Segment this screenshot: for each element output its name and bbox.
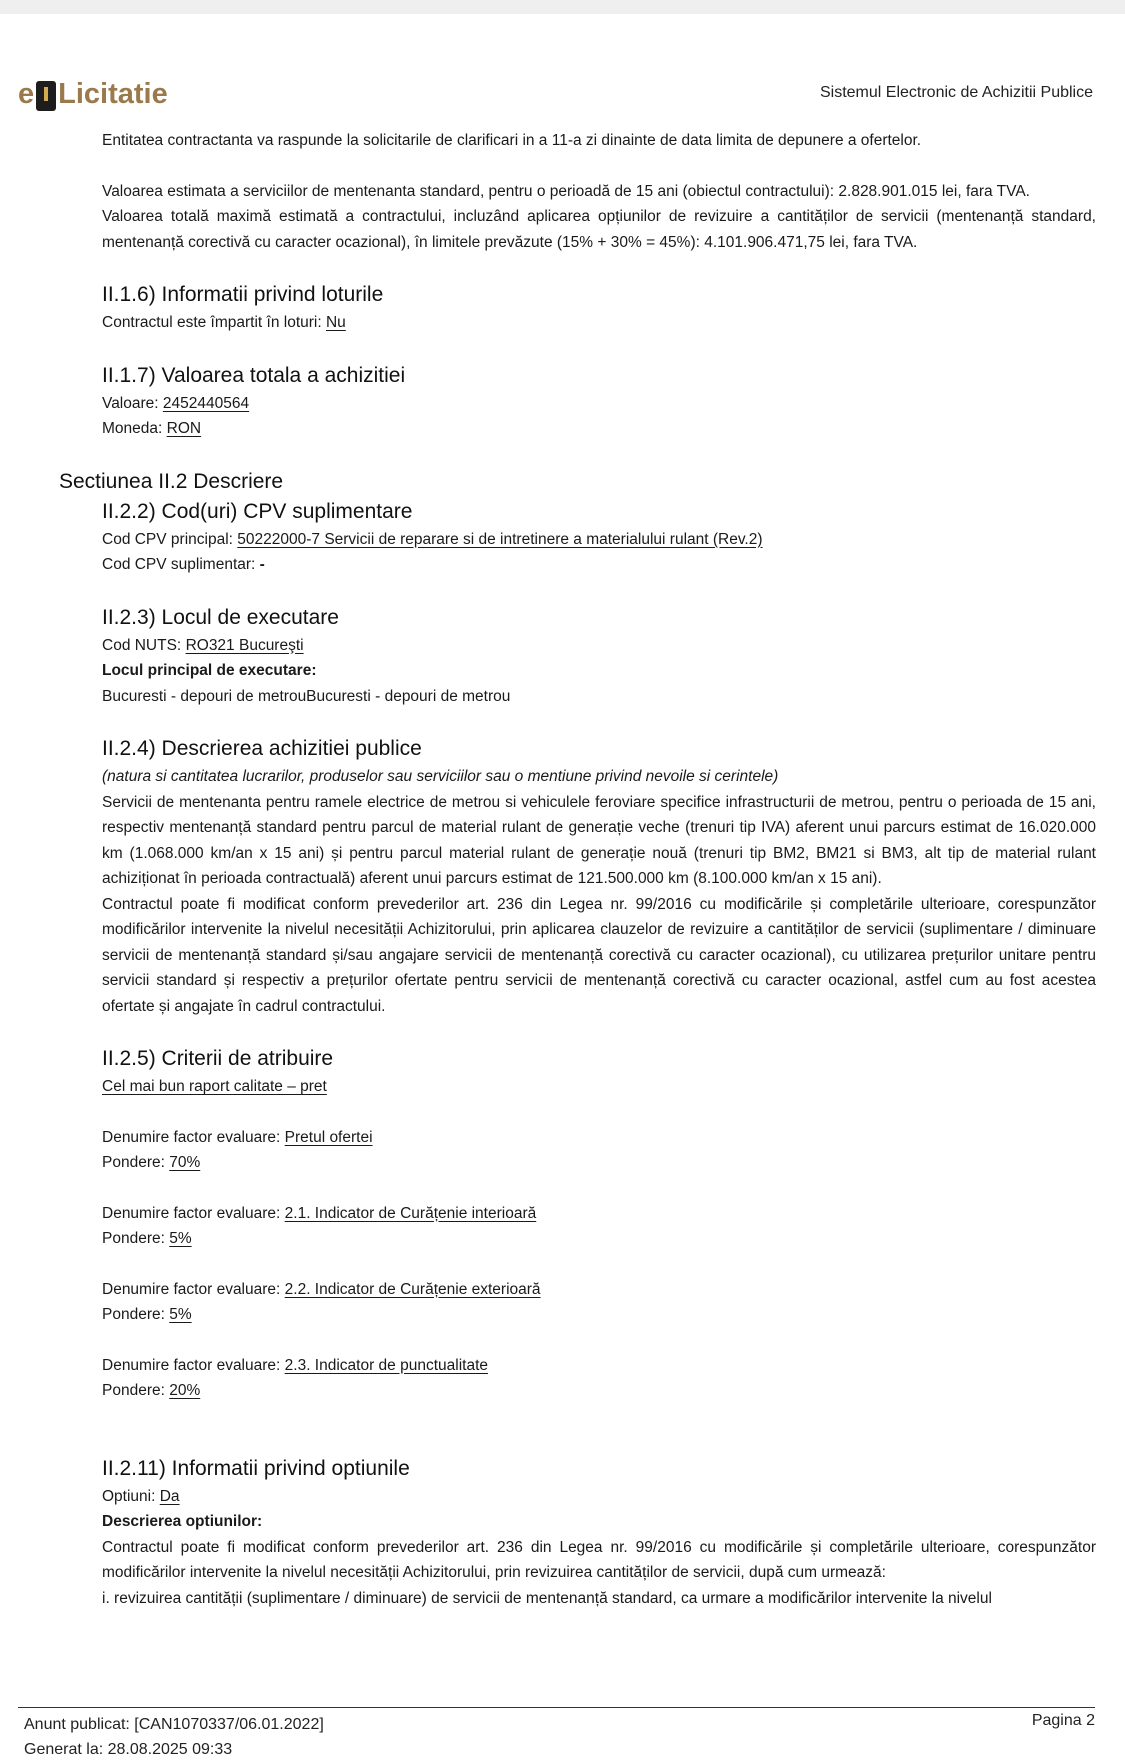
factor-block-4 <box>102 1353 1096 1404</box>
heading-loturi: II.1.6) Informatii privind loturile <box>102 283 384 306</box>
moneda-label: Moneda: <box>102 420 167 437</box>
heading-valoare: II.1.7) Valoarea totala a achizitiei <box>102 363 406 387</box>
heading-descriere: II.2.4) Descrierea achizitiei publice <box>102 737 422 760</box>
pondere-value: 5% <box>169 1306 192 1323</box>
factor-label: Denumire factor evaluare: <box>102 1280 285 1298</box>
nuts-label: Cod NUTS: <box>102 636 186 654</box>
pondere-label: Pondere: <box>102 1382 170 1399</box>
factor-block-1 <box>102 1125 1096 1176</box>
optiuni-paragraph-1: Contractul poate fi modificat conform prevederilor art. 236 din Legea nr. 99/2016 cu modificările și completările ulterioare, corespunzător modificărilor intervenite la nivelul necesității Achizitorului, prin revizuirea cantităților de servicii, după cum urmează: <box>102 1538 1096 1581</box>
nuts-row <box>102 633 1096 659</box>
factor-block-2 <box>102 1201 1096 1252</box>
pondere-value: 20% <box>169 1382 201 1399</box>
optiuni-desc-label: Descrierea optiunilor: <box>102 1513 263 1530</box>
descriere-paragraph-2: Contractul poate fi modificat conform prevederilor art. 236 din Legea nr. 99/2016 cu modificările și completările ulterioare, corespunzător modificărilor intervenite la nivelul necesității Achizitorului, prin aplicarea clauzelor de revizuire a cantităților de servicii (suplimentare / diminuare servicii de mentenanță standard și/sau angajare servicii de mentenanță corectivă cu caracter ocazional), cu utilizarea prețurilor unitare pentru servicii standard și respectiv a prețurilor ofertate pentru servicii de mentenanță corectivă cu caracter ocazional, astfel cum au fost acestea ofertate și angajate în cadrul contractului. <box>102 895 1096 1015</box>
cpv-principal-label: Cod CPV principal: <box>102 530 238 548</box>
heading-criterii: II.2.5) Criterii de atribuire <box>102 1047 334 1070</box>
pondere-row <box>102 1150 1096 1176</box>
cpv-suplimentar-label: Cod CPV suplimentar: <box>102 556 260 573</box>
pondere-label: Pondere: <box>102 1154 170 1171</box>
footer-left <box>24 1712 324 1762</box>
page-footer <box>18 1707 1095 1758</box>
factor-row <box>102 1125 1096 1151</box>
nuts-value: RO321 Bucureşti <box>185 636 304 654</box>
intro-paragraph-1: Entitatea contractanta va raspunde la solicitarile de clarificari in a 11-a zi dinainte de data limita de depunere a ofertelor. <box>102 132 922 149</box>
criterii-main-row <box>102 1074 1096 1100</box>
factor-name: 2.3. Indicator de punctualitate <box>284 1356 489 1374</box>
page-number: Pagina 2 <box>1031 1712 1095 1729</box>
heading-optiuni: II.2.11) Informatii privind optiunile <box>102 1456 410 1480</box>
loturi-row <box>102 310 1096 336</box>
locul-principal-label: Locul principal de executare: <box>102 662 317 679</box>
anunt-publicat: Anunt publicat: [CAN1070337/06.01.2022] <box>24 1716 324 1733</box>
factor-name: 2.1. Indicator de Curățenie interioară <box>284 1204 537 1222</box>
pondere-label: Pondere: <box>102 1230 170 1247</box>
logo-e: e <box>18 78 35 110</box>
optiuni-row <box>102 1484 1096 1510</box>
generat-la: Generat la: 28.08.2025 09:33 <box>24 1741 233 1758</box>
factor-label: Denumire factor evaluare: <box>102 1128 285 1146</box>
factor-name: 2.2. Indicator de Curățenie exterioară <box>284 1280 541 1298</box>
intro-paragraph-2: Valoarea estimata a serviciilor de mentenanta standard, pentru o perioadă de 15 ani (obiectul contractului): 2.828.901.015 lei, fara TVA. <box>102 182 1030 200</box>
factor-row <box>102 1353 1096 1379</box>
system-title: Sistemul Electronic de Achizitii Publice <box>819 84 1093 101</box>
pondere-row <box>102 1302 1096 1328</box>
heading-cpv: II.2.2) Cod(uri) CPV suplimentare <box>102 499 413 523</box>
cpv-suplimentar-row <box>102 552 1096 578</box>
logo-badge-icon <box>36 81 56 111</box>
factor-label: Denumire factor evaluare: <box>102 1356 285 1374</box>
heading-locul: II.2.3) Locul de executare <box>102 605 339 629</box>
descriere-subtitle: (natura si cantitatea lucrarilor, produselor sau serviciilor sau o mentiune privind nevoile si cerintele) <box>102 768 779 785</box>
optiuni-label: Optiuni: <box>102 1487 160 1505</box>
criterii-main: Cel mai bun raport calitate – pret <box>102 1078 327 1095</box>
factor-row <box>102 1277 1096 1303</box>
optiuni-value: Da <box>159 1487 180 1505</box>
loturi-value: Nu <box>325 314 346 331</box>
factor-label: Denumire factor evaluare: <box>102 1204 285 1222</box>
optiuni-paragraph-2: i. revizuirea cantității (suplimentare / diminuare) de servicii de mentenanță standard, ca urmare a modificărilor intervenite la nivelul <box>102 1589 992 1607</box>
pondere-value: 70% <box>169 1154 201 1171</box>
cpv-principal-row <box>102 527 1096 553</box>
elicitatie-logo <box>18 78 168 111</box>
intro-paragraph-3: Valoarea totală maximă estimată a contractului, incluzând aplicarea opțiunilor de revizuire a cantităților de servicii (mentenanță standard, mentenanță corectivă cu caracter ocazional), în limitele prevăzute (15% + 30% = 45%): 4.101.906.471,75 lei, fara TVA. <box>102 208 1096 251</box>
locul-principal-value: Bucuresti - depouri de metrouBucuresti - depouri de metrou <box>102 687 511 705</box>
cpv-suplimentar-value: - <box>259 556 265 573</box>
pondere-row <box>102 1378 1096 1404</box>
factor-row <box>102 1201 1096 1227</box>
page-header <box>18 78 1093 118</box>
valoare-label: Valoare: <box>102 394 163 412</box>
pondere-label: Pondere: <box>102 1306 170 1323</box>
pondere-value: 5% <box>169 1230 192 1247</box>
descriere-paragraph-1: Servicii de mentenanta pentru ramele electrice de metrou si vehiculele feroviare specifice infrastructurii de metrou, pentru o perioada de 15 ani, respectiv mentenanță standard pentru parcul de material rulant de generație veche (trenuri tip IVA) aferent unui parcurs estimat de 16.020.000 km (1.068.000 km/an x 15 ani) și pentru parcul material rulant de generație nouă (trenuri tip BM2, BM21 si BM3, alt tip de material rulant achiziționat în perioada contractuală) aferent unui parcurs estimat de 121.500.000 km (8.100.000 km/an x 15 ani). <box>102 793 1096 887</box>
valoare-value: 2452440564 <box>162 394 250 412</box>
factor-block-3 <box>102 1277 1096 1328</box>
logo-text: Licitatie <box>58 78 168 110</box>
loturi-label: Contractul este împartit în loturi: <box>102 314 326 331</box>
pondere-row <box>102 1226 1096 1252</box>
heading-sectiune-ii2: Sectiunea II.2 Descriere <box>59 469 284 493</box>
valoare-row <box>102 391 1096 417</box>
moneda-row <box>102 416 1096 442</box>
top-bar <box>0 0 1125 14</box>
document-content <box>59 128 1096 1611</box>
moneda-value: RON <box>166 420 202 437</box>
factor-name: Pretul ofertei <box>284 1128 373 1146</box>
cpv-principal-value: 50222000-7 Servicii de reparare si de intretinere a materialului rulant (Rev.2) <box>237 530 763 548</box>
